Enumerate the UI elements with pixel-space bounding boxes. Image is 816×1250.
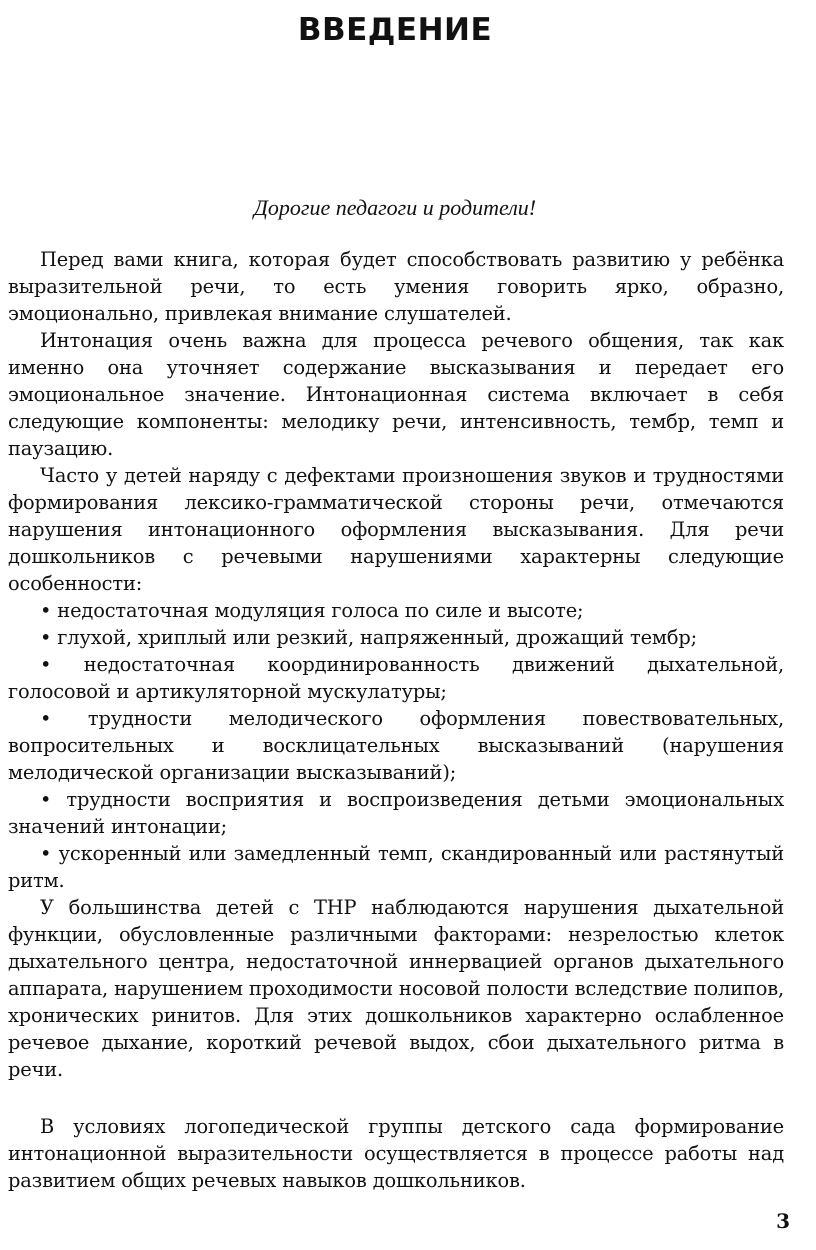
paragraph-breathing: У большинства детей с ТНР наблюдаются нарушения дыхательной функции, обусловленные различными факторами: незрелостью клеток дыхательного центра, недостаточной иннервацией органов дыхательного аппарата, нарушением проходимости носовой полости вследствие полипов, хронических ринитов. Для этих дошкольников характерно ослабленное речевое дыхание, короткий речевой выдох, сбои дыхательного ритма в речи. (8, 896, 784, 1081)
bullet-item: • трудности мелодического оформления повествовательных, вопросительных и восклицательных высказываний (нарушения мелодической организации высказываний); (8, 707, 784, 784)
bullet-item: • глухой, хриплый или резкий, напряженный, дрожащий тембр; (40, 626, 698, 649)
page-number: 3 (776, 1209, 790, 1233)
paragraph-intonation: Интонация очень важна для процесса речевого общения, так как именно она уточняет содержание высказывания и передает его эмоциональное значение. Интонационная система включает в себя следующие компоненты: мелодику речи, интенсивность, тембр, темп и паузацию. (8, 329, 784, 460)
paragraph-closing: В условиях логопедической группы детского сада формирование интонационной выразительности осуществляется в процессе работы над развитием общих речевых навыков дошкольников. (8, 1115, 784, 1192)
salutation: Дорогие педагоги и родители! (253, 195, 537, 220)
bullet-item: • трудности восприятия и воспроизведения детьми эмоциональных значений интонации; (8, 788, 784, 838)
paragraph-intro: Перед вами книга, которая будет способствовать развитию у ребёнка выразительной речи, то есть умения говорить ярко, образно, эмоционально, привлекая внимание слушателей. (8, 248, 784, 325)
bullet-item: • ускоренный или замедленный темп, скандированный или растянутый ритм. (8, 842, 784, 892)
bullet-item: • недостаточная координированность движений дыхательной, голосовой и артикуляторной мускулатуры; (8, 653, 784, 703)
bullet-item: • недостаточная модуляция голоса по силе и высоте; (40, 599, 584, 622)
closing-text (8, 1113, 784, 1194)
page-title: ВВЕДЕНИЕ (297, 12, 493, 48)
paragraph-defects: Часто у детей наряду с дефектами произношения звуков и трудностями формирования лексико-грамматической стороны речи, отмечаются нарушения интонационного оформления высказывания. Для речи дошкольников с речевыми нарушениями характерны следующие особенности: (8, 464, 784, 595)
main-text (8, 246, 784, 1083)
